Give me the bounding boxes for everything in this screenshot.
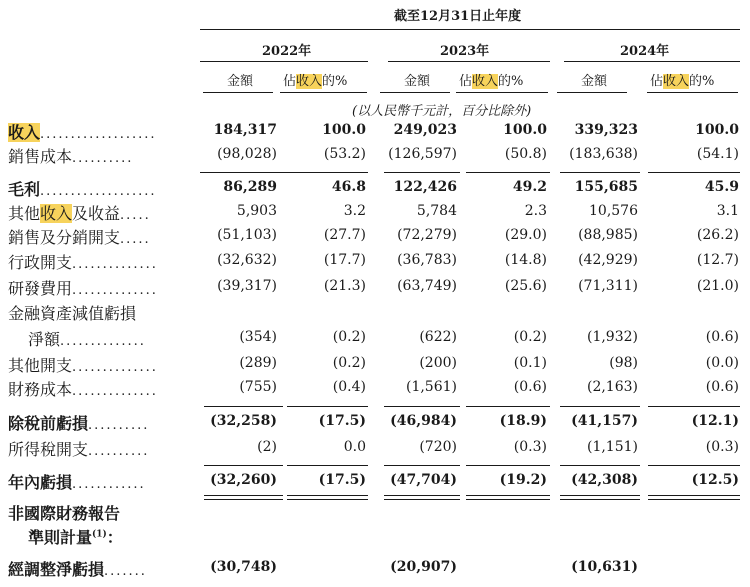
- row-13-value-5: (12.5): [691, 472, 739, 488]
- col-amount-2: 金額: [581, 74, 608, 89]
- row-10-value-3: (0.6): [513, 379, 547, 395]
- row-6-value-4: (71,311): [578, 278, 638, 294]
- row-12-value-2: (720): [419, 439, 457, 455]
- row-11-value-5: (12.1): [691, 413, 739, 429]
- col-pct-rule-1: [456, 92, 548, 93]
- row-6-value-3: (25.6): [504, 278, 547, 294]
- row-label-2: 毛利...................: [8, 180, 157, 199]
- row-12-value-3: (0.3): [513, 439, 547, 455]
- row-10-value-4: (2,163): [586, 379, 638, 395]
- row-8-value-3: (0.2): [513, 329, 547, 345]
- row-9-value-4: (98): [609, 355, 638, 371]
- year-2022: 2022年: [262, 44, 312, 59]
- row-13-value-2: (47,704): [390, 472, 457, 488]
- col-pct-rule-0: [280, 92, 367, 93]
- row-13-value-4: (42,308): [571, 472, 638, 488]
- row-0-value-4: 339,323: [574, 122, 638, 138]
- row-3-value-4: 10,576: [589, 203, 638, 219]
- row-6-value-2: (63,749): [397, 278, 457, 294]
- row-6-value-1: (21.3): [323, 278, 366, 294]
- row-2-value-5: 45.9: [704, 179, 739, 195]
- rule-gross-3: [466, 172, 550, 173]
- row-0-value-0: 184,317: [213, 122, 277, 138]
- row-5-value-1: (17.7): [323, 252, 366, 268]
- row-label-11: 除稅前虧損..........: [8, 414, 150, 433]
- row-8-value-1: (0.2): [332, 329, 366, 345]
- row-4-value-4: (88,985): [578, 227, 638, 243]
- row-16-value-2: (20,907): [390, 559, 457, 575]
- row-1-value-2: (126,597): [388, 146, 457, 162]
- row-2-value-3: 49.2: [512, 179, 547, 195]
- rule-net-1: [287, 465, 368, 466]
- row-1-value-4: (183,638): [569, 146, 638, 162]
- row-1-value-5: (54.1): [696, 146, 739, 162]
- double-rule-net-2: [384, 495, 460, 500]
- row-0-value-5: 100.0: [695, 122, 739, 138]
- row-12-value-5: (0.3): [705, 439, 739, 455]
- col-amount-rule-1: [380, 92, 450, 93]
- row-13-value-1: (17.5): [318, 472, 366, 488]
- row-12-value-1: 0.0: [343, 439, 366, 455]
- row-5-value-5: (12.7): [696, 252, 739, 268]
- rule-net-5: [648, 465, 740, 466]
- row-11-value-3: (18.9): [499, 413, 547, 429]
- row-2-value-4: 155,685: [574, 179, 638, 195]
- row-5-value-4: (42,929): [578, 252, 638, 268]
- col-pct-rule-2: [647, 92, 738, 93]
- rule-pretax-0: [204, 406, 283, 407]
- double-rule-net-1: [287, 495, 368, 500]
- rule-net-2: [384, 465, 460, 466]
- row-3-value-3: 2.3: [524, 203, 547, 219]
- col-pct-revenue-0: 佔收入的%: [283, 74, 348, 89]
- row-0-value-3: 100.0: [503, 122, 547, 138]
- row-2-value-1: 46.8: [331, 179, 366, 195]
- row-11-value-0: (32,258): [210, 413, 277, 429]
- row-10-value-5: (0.6): [705, 379, 739, 395]
- period-title: 截至12月31日止年度: [394, 9, 522, 24]
- row-label-5: 行政開支..............: [8, 253, 158, 272]
- row-11-value-4: (41,157): [571, 413, 638, 429]
- row-16-value-0: (30,748): [210, 559, 277, 575]
- rule-gross-2: [384, 172, 460, 173]
- row-label-13: 年內虧損............: [8, 473, 146, 492]
- row-label-10: 財務成本..............: [8, 380, 158, 399]
- rule-gross-4: [560, 172, 640, 173]
- rule-after-cost-2: [282, 172, 368, 173]
- col-pct-revenue-2: 佔收入的%: [650, 74, 715, 89]
- year-2024: 2024年: [620, 44, 670, 59]
- col-amount-0: 金額: [227, 74, 254, 89]
- row-label-4: 銷售及分銷開支.....: [8, 228, 151, 247]
- rule-gross-5: [648, 172, 740, 173]
- year-rule-2023: [388, 61, 550, 62]
- rule-pretax-2: [384, 406, 460, 407]
- row-1-value-1: (53.2): [323, 146, 366, 162]
- year-rule-2024: [564, 61, 740, 62]
- row-12-value-4: (1,151): [586, 439, 638, 455]
- row-5-value-2: (36,783): [397, 252, 457, 268]
- row-11-value-1: (17.5): [318, 413, 366, 429]
- row-8-value-4: (1,932): [586, 329, 638, 345]
- year-2023: 2023年: [440, 44, 490, 59]
- row-label-3: 其他收入及收益.....: [8, 204, 151, 223]
- row-13-value-0: (32,260): [210, 472, 277, 488]
- row-10-value-0: (755): [239, 379, 277, 395]
- row-4-value-1: (27.7): [323, 227, 366, 243]
- row-4-value-3: (29.0): [504, 227, 547, 243]
- double-rule-net-0: [204, 495, 283, 500]
- rule-pretax-1: [287, 406, 368, 407]
- row-9-value-2: (200): [419, 355, 457, 371]
- row-5-value-0: (32,632): [217, 252, 277, 268]
- col-amount-rule-2: [557, 92, 627, 93]
- row-label-8: 淨額..............: [28, 330, 146, 349]
- row-label-1: 銷售成本..........: [8, 147, 134, 166]
- row-13-value-3: (19.2): [499, 472, 547, 488]
- row-9-value-0: (289): [239, 355, 277, 371]
- row-11-value-2: (46,984): [390, 413, 457, 429]
- row-8-value-0: (354): [239, 329, 277, 345]
- rule-net-3: [466, 465, 550, 466]
- row-12-value-0: (2): [257, 439, 277, 455]
- row-label-16: 經調整淨虧損.......: [8, 560, 147, 579]
- row-5-value-3: (14.8): [504, 252, 547, 268]
- row-1-value-0: (98,028): [217, 146, 277, 162]
- row-label-0: 收入...................: [8, 123, 157, 142]
- row-10-value-2: (1,561): [405, 379, 457, 395]
- row-9-value-5: (0.0): [705, 355, 739, 371]
- double-rule-net-3: [466, 495, 550, 500]
- rule-pretax-4: [560, 406, 640, 407]
- row-label-9: 其他開支..............: [8, 356, 158, 375]
- rule-net-0: [204, 465, 283, 466]
- row-9-value-1: (0.2): [332, 355, 366, 371]
- row-label-7: 金融資產減值虧損: [8, 304, 137, 323]
- rule-net-4: [560, 465, 640, 466]
- row-label-14: 非國際財務報告: [8, 504, 121, 523]
- rule-pretax-5: [648, 406, 740, 407]
- row-10-value-1: (0.4): [332, 379, 366, 395]
- row-9-value-3: (0.1): [513, 355, 547, 371]
- col-amount-1: 金額: [404, 74, 431, 89]
- period-rule: [200, 29, 740, 30]
- row-6-value-0: (39,317): [217, 278, 277, 294]
- row-1-value-3: (50.8): [504, 146, 547, 162]
- row-8-value-2: (622): [419, 329, 457, 345]
- row-3-value-2: 5,784: [416, 203, 457, 219]
- row-2-value-2: 122,426: [393, 179, 457, 195]
- unit-note: (以人民幣千元計，百分比除外): [352, 104, 532, 119]
- double-rule-net-5: [648, 495, 740, 500]
- double-rule-net-4: [560, 495, 640, 500]
- row-label-6: 研發費用..............: [8, 279, 158, 298]
- year-rule-2022: [200, 61, 368, 62]
- row-0-value-2: 249,023: [393, 122, 457, 138]
- row-16-value-4: (10,631): [571, 559, 638, 575]
- row-0-value-1: 100.0: [322, 122, 366, 138]
- row-label-12: 所得稅開支..........: [8, 440, 150, 459]
- row-2-value-0: 86,289: [223, 179, 277, 195]
- row-4-value-5: (26.2): [696, 227, 739, 243]
- rule-pretax-3: [466, 406, 550, 407]
- row-3-value-5: 3.1: [716, 203, 739, 219]
- row-4-value-2: (72,279): [397, 227, 457, 243]
- row-label-15: 準則計量$^{(1)}$：: [28, 528, 123, 547]
- col-amount-rule-0: [203, 92, 273, 93]
- row-3-value-1: 3.2: [343, 203, 366, 219]
- row-6-value-5: (21.0): [696, 278, 739, 294]
- col-pct-revenue-1: 佔收入的%: [459, 74, 524, 89]
- row-3-value-0: 5,903: [236, 203, 277, 219]
- row-8-value-5: (0.6): [705, 329, 739, 345]
- row-4-value-0: (51,103): [217, 227, 277, 243]
